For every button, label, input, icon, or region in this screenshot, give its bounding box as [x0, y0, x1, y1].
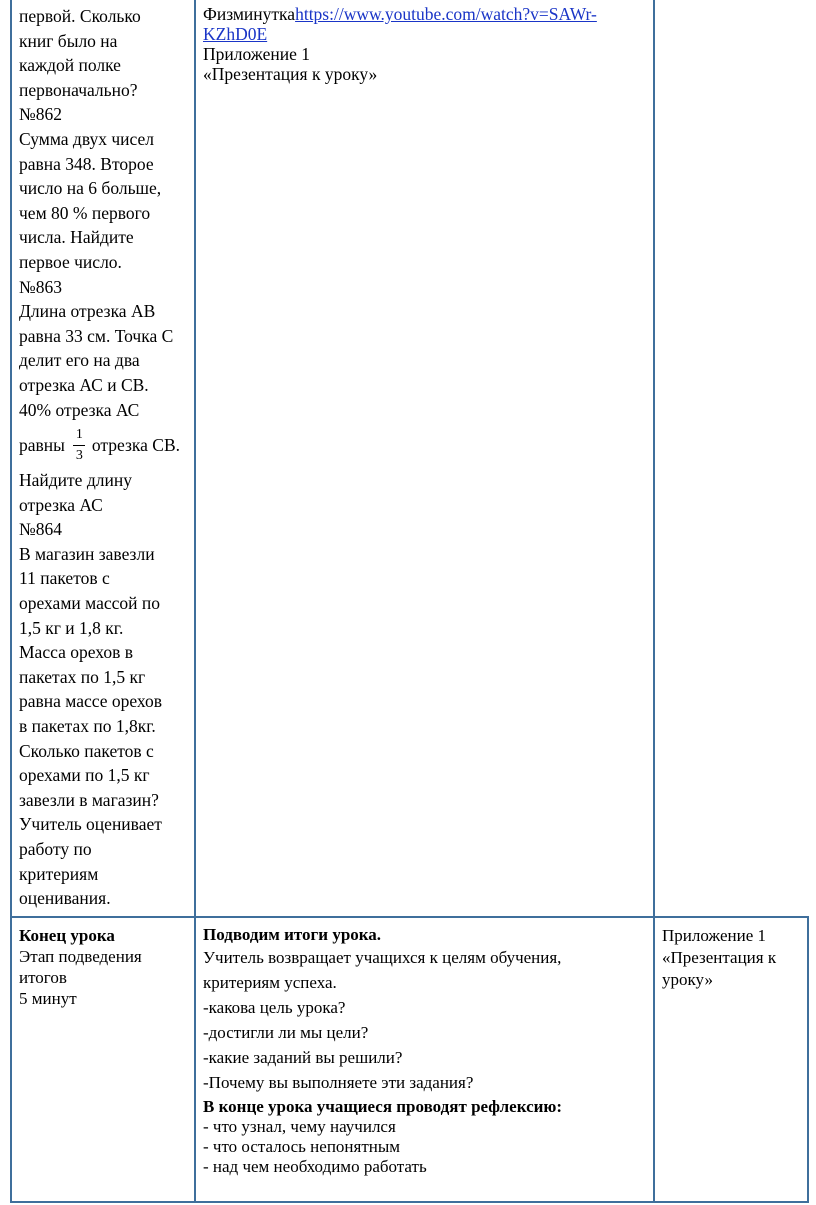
reflection-item: - над чем необходимо работать	[203, 1157, 427, 1176]
question-item: -какова цель урока?	[203, 998, 346, 1017]
stage-label: Этап подведения	[19, 947, 142, 966]
text-line: Длина отрезка АВ	[19, 301, 156, 322]
question-item: -достигли ли мы цели?	[203, 1023, 369, 1042]
text-line: равна 348. Второе	[19, 153, 154, 174]
text-line: отрезка АС и СВ.	[19, 374, 149, 395]
fraction-before: равны	[19, 434, 65, 455]
presentation-label: «Презентация к уроку»	[203, 64, 378, 84]
fraction-line	[19, 422, 191, 468]
text-line: орехами по 1,5 кг	[19, 765, 150, 786]
fraction-bar	[73, 445, 85, 446]
summary-text: Учитель возвращает учащихся к целям обучения,	[203, 948, 562, 967]
duration-label: 5 минут	[19, 989, 77, 1008]
fraction-one-third	[73, 427, 86, 464]
youtube-link[interactable]: https://www.youtube.com/watch?v=SAWr-	[295, 4, 597, 24]
presentation-label-cont: уроку»	[662, 970, 713, 989]
fizminutka-line	[203, 4, 653, 24]
text-line: первой. Сколько	[19, 6, 141, 26]
text-line: делит его на два	[19, 350, 140, 371]
table-border-col2-bottom	[653, 917, 655, 1203]
stage-label-cont: итогов	[19, 968, 67, 987]
question-item: -какие заданий вы решили?	[203, 1048, 403, 1067]
lesson-end-cell	[19, 925, 191, 1009]
table-border-col2-top	[653, 0, 655, 917]
text-line: Учитель оценивает	[19, 814, 162, 835]
text-line: равна 33 см. Точка С	[19, 325, 174, 346]
appendix-cell	[662, 925, 804, 991]
reflection-item: - что узнал, чему научился	[203, 1117, 396, 1136]
task-number: №862	[19, 104, 62, 125]
text-line: работу по	[19, 839, 92, 859]
text-line: первоначально?	[19, 79, 138, 100]
summary-cell	[203, 925, 653, 1177]
reflection-item: - что осталось непонятным	[203, 1137, 401, 1156]
question-item: -Почему вы выполняете эти задания?	[203, 1073, 474, 1092]
text-line: оценивания.	[19, 888, 111, 909]
tasks-text-a	[19, 4, 191, 422]
table-border-bottom	[10, 1201, 809, 1203]
task-number: №864	[19, 519, 62, 540]
fraction-after: отрезка СВ.	[91, 434, 181, 455]
presentation-label: «Презентация к	[662, 948, 777, 967]
summary-heading: Подводим итоги урока.	[203, 925, 382, 944]
text-line: орехами массой по	[19, 593, 160, 614]
text-line: 1,5 кг и 1,8 кг.	[19, 617, 124, 638]
text-line: пакетах по 1,5 кг	[19, 666, 146, 687]
text-line: 40% отрезка АС	[19, 399, 140, 420]
fraction-denominator: 3	[75, 447, 83, 463]
text-line: в пакетах по 1,8кг.	[19, 716, 156, 737]
appendix-label: Приложение 1	[662, 926, 766, 945]
lesson-end-title: Конец урока	[19, 926, 115, 945]
text-line: равна массе орехов	[19, 691, 163, 712]
text-line: Найдите длину	[19, 470, 132, 491]
tasks-cell	[19, 4, 191, 911]
fraction-numerator: 1	[75, 426, 83, 442]
text-line: завезли в магазин?	[19, 789, 159, 810]
appendix-label: Приложение 1	[203, 44, 311, 64]
text-line: Сумма двух чисел	[19, 128, 155, 149]
text-line: числа. Найдите	[19, 227, 134, 248]
text-line: число на 6 больше,	[19, 178, 162, 199]
text-line: В магазин завезли	[19, 543, 155, 564]
tasks-text-b	[19, 468, 191, 911]
text-line: чем 80 % первого	[19, 202, 151, 223]
table-border-right-bottom	[807, 917, 809, 1203]
text-line: первое число.	[19, 251, 122, 272]
text-line: Сколько пакетов с	[19, 740, 154, 761]
text-line: каждой полке	[19, 55, 121, 76]
summary-text-cont: критериям успеха.	[203, 973, 337, 992]
text-line: критериям	[19, 863, 99, 884]
text-line: книг было на	[19, 30, 118, 51]
task-number: №863	[19, 276, 62, 297]
table-border-col1	[194, 0, 196, 1203]
text-line: 11 пакетов с	[19, 568, 110, 589]
resources-cell	[203, 4, 653, 84]
text-line: отрезка АС	[19, 494, 103, 515]
table-border-left	[10, 0, 12, 1203]
fizminutka-label: Физминутка	[203, 4, 296, 24]
table-row-divider	[10, 916, 809, 918]
youtube-link-continued[interactable]: KZhD0E	[203, 24, 268, 44]
reflection-heading: В конце урока учащиеся проводят рефлексию:	[203, 1097, 563, 1116]
text-line: Масса орехов в	[19, 642, 133, 663]
